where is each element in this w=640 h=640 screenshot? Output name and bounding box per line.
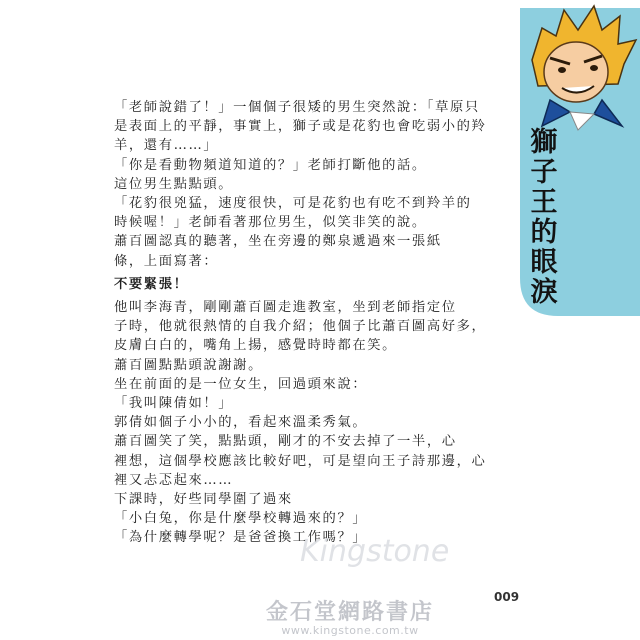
body-text: [114, 98, 504, 548]
chapter-side-tab: [498, 0, 640, 316]
title-char: 淚: [530, 277, 558, 308]
watermark-chinese: 金石堂網路書店: [265, 599, 434, 625]
paragraph-line: 「你是看動物頻道知道的？」老師打斷他的話。: [114, 157, 427, 173]
paragraph-line: 裡又忐忑起來……: [114, 472, 234, 488]
title-char: 獅: [530, 127, 558, 158]
paragraph-line: 蕭百圖笑了笑，點點頭，剛才的不安去掉了一半，心: [114, 434, 457, 450]
paragraph-line: 「為什麼轉學呢？是爸爸換工作嗎？」: [114, 530, 368, 546]
paragraph-line: 皮膚白白的，嘴角上揚，感覺時時都在笑。: [114, 338, 398, 354]
paragraph-line: 「我叫陳倩如！」: [114, 396, 234, 412]
page-number: 009: [494, 590, 520, 604]
paragraph-line: 「花豹很兇猛，速度很快，可是花豹也有吃不到羚羊的: [114, 196, 472, 212]
paragraph-line: 「老師說錯了！」一個個子很矮的男生突然說：「草原只: [114, 100, 480, 115]
paragraph-line: 是表面上的平靜，事實上，獅子或是花豹也會吃弱小的羚: [114, 119, 487, 135]
watermark-overlay: Kingstone: [300, 534, 450, 569]
paragraph-line: 羊，還有……」: [114, 138, 219, 154]
paragraph-line: 蕭百圖點點頭說謝謝。: [114, 357, 263, 373]
paragraph-line: 時候喔！」老師看著那位男生，似笑非笑的說。: [114, 215, 427, 231]
title-char: 的: [530, 217, 558, 248]
paragraph-line: 裡想，這個學校應該比較好吧，可是望向王子詩那邊，心: [114, 453, 487, 469]
chapter-title: [522, 128, 566, 308]
paragraph-line: 下課時，好些同學圍了過來: [114, 492, 293, 508]
title-char: 眼: [530, 247, 558, 278]
paragraph-line: 蕭百圖認真的聽著，坐在旁邊的鄭泉遞過來一張紙: [114, 234, 442, 250]
paragraph-line: 不要緊張！: [114, 276, 189, 292]
title-char: 子: [530, 157, 558, 188]
paragraph-line: 郭倩如個子小小的，看起來溫柔秀氣。: [114, 415, 368, 431]
watermark-url: www.kingstone.com.tw: [281, 624, 419, 637]
chapter-tab-shape: [498, 0, 640, 316]
title-char: 王: [530, 187, 558, 218]
paragraph-line: 條，上面寫著：: [114, 253, 219, 269]
watermark: [220, 600, 480, 637]
paragraph-line: 坐在前面的是一位女生，回過頭來說：: [114, 376, 368, 392]
paragraph-line: 「小白兔，你是什麼學校轉過來的？」: [114, 511, 368, 527]
paragraph-line: 他叫李海青，剛剛蕭百圖走進教室，坐到老師指定位: [114, 300, 457, 316]
paragraph-line: 子時，他就很熱情的自我介紹；他個子比蕭百圖高好多，: [114, 319, 487, 335]
paragraph-line: 這位男生點點頭。: [114, 176, 234, 192]
